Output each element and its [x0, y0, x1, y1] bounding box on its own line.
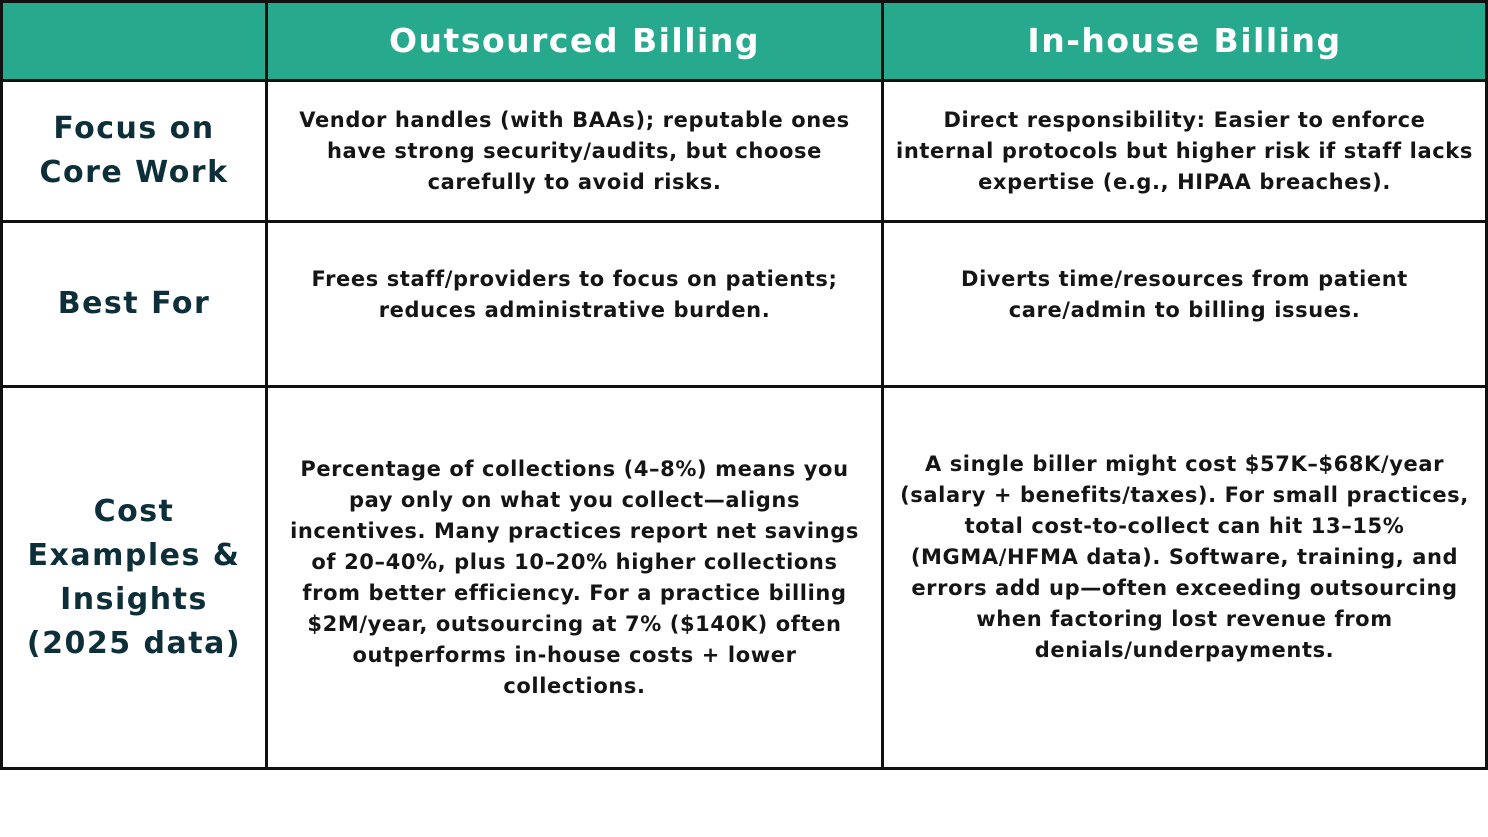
- header-corner-cell: [3, 3, 268, 82]
- header-in-house-billing: In-house Billing: [884, 3, 1485, 82]
- header-outsourced-billing: Outsourced Billing: [268, 3, 884, 82]
- cell-cost-outsourced: Percentage of collections (4–8%) means you pay only on what you collect—aligns incentives. Many practices report net savings of 20–40%, plus 10–20% higher collections from better efficiency. For a practice billing $2M/year, outsourcing at 7% ($140K) often outperforms in-house costs + lower collections.: [268, 388, 884, 767]
- row-label-cost-examples: Cost Examples & Insights (2025 data): [3, 388, 268, 767]
- cell-focus-inhouse: Direct responsibility: Easier to enforce internal protocols but higher risk if staff lacks expertise (e.g., HIPAA breaches).: [884, 82, 1485, 223]
- cell-focus-outsourced: Vendor handles (with BAAs); reputable ones have strong security/audits, but choose carefully to avoid risks.: [268, 82, 884, 223]
- cell-best-for-outsourced: Frees staff/providers to focus on patients; reduces administrative burden.: [268, 223, 884, 388]
- cell-cost-inhouse: A single biller might cost $57K–$68K/year (salary + benefits/taxes). For small practices, total cost-to-collect can hit 13–15% (MGMA/HFMA data). Software, training, and errors add up—often exceeding outsourcing when factoring lost revenue from denials/underpayments.: [900, 452, 1469, 662]
- row-label-best-for: Best For: [3, 223, 268, 388]
- row-label-focus-on-core-work: Focus on Core Work: [3, 82, 268, 223]
- cell-best-for-inhouse: Diverts time/resources from patient care/admin to billing issues.: [884, 223, 1485, 388]
